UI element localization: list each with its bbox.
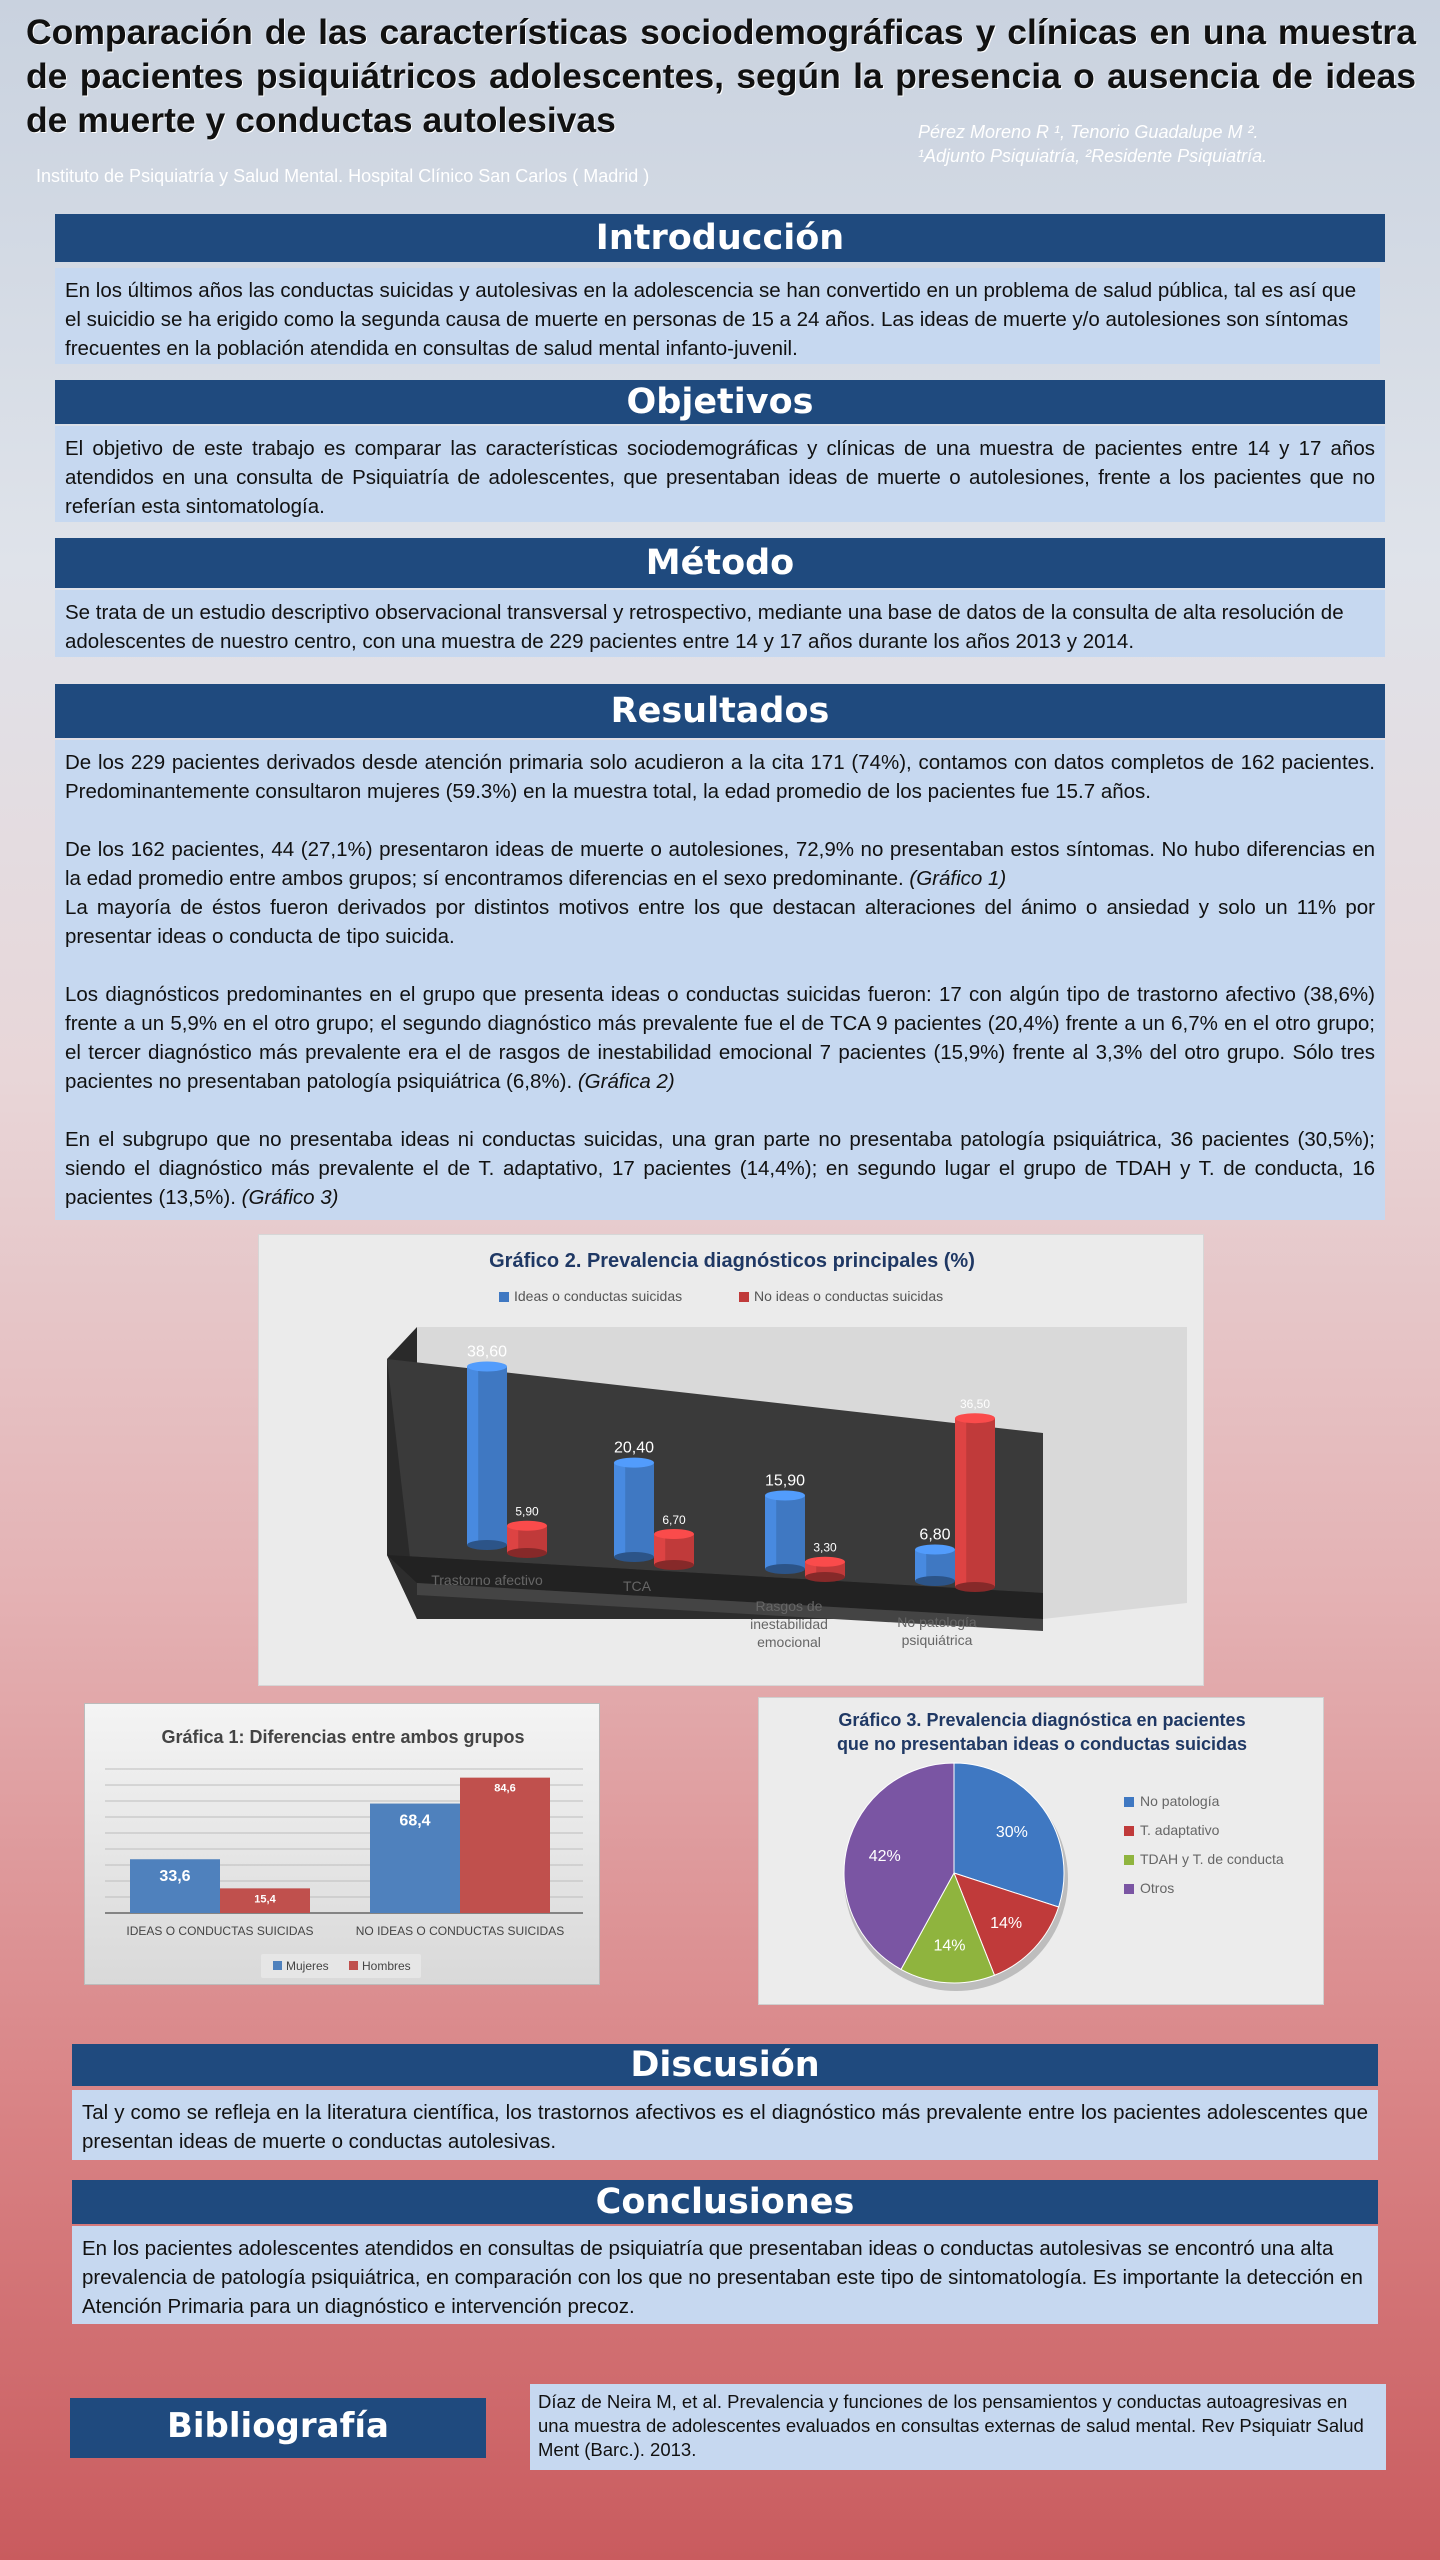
section-text-metodo: Se trata de un estudio descriptivo observacional transversal y retrospectivo, mediante una base de datos de la consulta de alta resolución de adolescentes de nuestro centro, con una muestra de 229 pacientes entre 14 y 17 años durante los años 2013 y 2014. [55, 590, 1385, 657]
legend-swatch-3 [1124, 1855, 1134, 1865]
institute: Instituto de Psiquiatría y Salud Mental. Hospital Clínico San Carlos ( Madrid ) [36, 166, 650, 186]
data-label-hombres-1: 15,4 [254, 1893, 276, 1906]
pie-label-4: 42% [868, 1848, 901, 1866]
legend-label-4: Otros [1140, 1880, 1175, 1896]
section-heading-conclusiones: Conclusiones [72, 2180, 1378, 2224]
category-label-2-line-1: TCA [623, 1578, 651, 1594]
grafica-1-title: Gráfica 1: Diferencias entre ambos grupos [161, 1727, 525, 1747]
grafico-3-title-line-2: que no presentaban ideas o conductas suicidas [836, 1734, 1248, 1754]
data-label-suicidas-1: 38,60 [466, 1343, 508, 1361]
resultados-paragraph-4-text: En el subgrupo que no presentaba ideas ni conductas suicidas, una gran parte no presentaba patología psiquiátrica, 36 pacientes (30,5%); siendo el diagnóstico más prevalente el de T. adaptativo, 17 pacientes (14,4%); en segundo lugar el grupo de TDAH y T. de conducta, 16 pacientes (13,5%). [65, 1128, 1375, 1209]
resultados-paragraph-4 [65, 1125, 1375, 1212]
authors [918, 120, 1267, 168]
bar-suicidas-3-top [765, 1490, 805, 1500]
section-resultados-body [55, 740, 1385, 1220]
data-label-mujeres-2: 68,4 [399, 1812, 431, 1830]
data-label-no-suicidas-1: 5,90 [515, 1504, 539, 1519]
section-heading-objetivos: Objetivos [55, 380, 1385, 424]
data-label-mujeres-1: 33,6 [159, 1868, 191, 1886]
bar-no-suicidas-1-top [507, 1521, 547, 1531]
section-text-discusion: Tal y como se refleja en la literatura científica, los trastornos afectivos es el diagnóstico más prevalente entre los pacientes adolescentes que presentan ideas de muerte o conductas autolesivas. [72, 2090, 1378, 2160]
bar-no-suicidas-3-base [805, 1572, 845, 1582]
resultados-paragraph-2a-text: De los 162 pacientes, 44 (27,1%) presentaron ideas de muerte o autolesiones, 72,9% no presentaban estos síntomas. No hubo diferencias en la edad promedio entre ambos grupos; sí encontramos diferencias en el sexo predominante. [65, 838, 1375, 890]
data-label-no-suicidas-4: 36,50 [959, 1397, 991, 1412]
legend-label-1: No patología [1140, 1793, 1220, 1809]
data-label-suicidas-2: 20,40 [613, 1439, 655, 1457]
ref-grafico-1: (Gráfico 1) [909, 867, 1007, 890]
bar-suicidas-1-base [467, 1540, 507, 1550]
category-label-1: IDEAS O CONDUCTAS SUICIDAS [126, 1924, 314, 1938]
legend-swatch-1 [273, 1961, 282, 1970]
section-heading-resultados: Resultados [55, 684, 1385, 738]
section-heading-introduccion: Introducción [55, 214, 1385, 262]
bar-suicidas-3-highlight [765, 1495, 776, 1569]
section-text-introduccion: En los últimos años las conductas suicidas y autolesivas en la adolescencia se han convertido en un problema de salud pública, tal es así que el suicidio se ha erigido como la segunda causa de muerte en personas de 15 a 24 años. Las ideas de muerte y/o autolesiones son síntomas frecuentes en la población atendida en consultas de salud mental infanto-juvenil. [55, 268, 1380, 364]
data-label-no-suicidas-2: 6,70 [662, 1513, 686, 1528]
grafico-2-svg [259, 1235, 1205, 1687]
category-label-4-line-1: No patología [897, 1614, 977, 1630]
section-heading-bibliografia: Bibliografía [70, 2398, 486, 2458]
bar-suicidas-1-highlight [467, 1366, 478, 1545]
legend-swatch-2 [739, 1292, 749, 1302]
legend-swatch-2 [349, 1961, 358, 1970]
poster-title: Comparación de las características sociodemográficas y clínicas en una muestra de pacientes psiquiátricos adolescentes, según la presencia o ausencia de ideas de muerte y conductas autolesivas [26, 12, 1416, 140]
authors-line-2: ¹Adjunto Psiquiatría, ²Residente Psiquiatría. [918, 146, 1268, 166]
chart-grafica-1 [84, 1703, 600, 1985]
data-label-suicidas-3: 15,90 [764, 1472, 806, 1490]
legend-swatch-2 [1124, 1826, 1134, 1836]
grafico-3-title-line-1: Gráfico 3. Prevalencia diagnóstica en pacientes [838, 1710, 1246, 1730]
bar-no-suicidas-2-highlight [654, 1534, 665, 1565]
resultados-paragraph-3 [65, 980, 1375, 1096]
ref-grafico-3: (Gráfico 3) [241, 1186, 339, 1209]
data-label-no-suicidas-3: 3,30 [813, 1540, 837, 1555]
grafico-3-svg [759, 1698, 1325, 2006]
resultados-paragraph-2a [65, 835, 1375, 893]
chart-grafico-2 [258, 1234, 1204, 1686]
bar-no-suicidas-2-base [654, 1560, 694, 1570]
bar-suicidas-4-base [915, 1576, 955, 1586]
bar-no-suicidas-4-base [955, 1582, 995, 1592]
bar-suicidas-4-highlight [915, 1550, 926, 1581]
pie-label-2: 14% [990, 1914, 1023, 1932]
category-label-3-line-3: emocional [757, 1634, 821, 1650]
data-label-hombres-2: 84,6 [494, 1782, 516, 1795]
bar-suicidas-2-base [614, 1552, 654, 1562]
chart-grafico-3 [758, 1697, 1324, 2005]
section-heading-discusion: Discusión [72, 2044, 1378, 2086]
legend-label-2: No ideas o conductas suicidas [754, 1288, 944, 1304]
authors-line-1: Pérez Moreno R ¹, Tenorio Guadalupe M ². [918, 122, 1259, 142]
category-label-4-line-2: psiquiátrica [901, 1632, 973, 1648]
bar-suicidas-2-top [614, 1458, 654, 1468]
legend-label-3: TDAH y T. de conducta [1140, 1851, 1284, 1867]
legend-swatch-1 [1124, 1797, 1134, 1807]
section-heading-metodo: Método [55, 538, 1385, 588]
bar-suicidas-2-highlight [614, 1463, 625, 1557]
legend-label-1: Ideas o conductas suicidas [514, 1288, 683, 1304]
section-text-conclusiones: En los pacientes adolescentes atendidos en consultas de psiquiatría que presentaban ideas o conductas autolesivas se encontró una alta prevalencia de patología psiquiátrica, en comparación con los que no presentaban este tipo de sintomatología. Es importante la detección en Atención Primaria para un diagnóstico e intervención precoz. [72, 2226, 1378, 2324]
legend-label-2: Hombres [362, 1959, 411, 1973]
resultados-paragraph-2b: La mayoría de éstos fueron derivados por distintos motivos entre los que destacan alteraciones del ánimo o ansiedad y solo un 11% por presentar ideas o conducta de tipo suicida. [65, 896, 1375, 948]
data-label-suicidas-4: 6,80 [919, 1526, 951, 1544]
grafica-1-svg [85, 1704, 601, 1986]
bar-no-suicidas-1-base [507, 1548, 547, 1558]
grafico-2-title: Gráfico 2. Prevalencia diagnósticos principales (%) [489, 1250, 975, 1272]
bar-suicidas-1-top [467, 1361, 507, 1371]
section-text-bibliografia: Díaz de Neira M, et al. Prevalencia y funciones de los pensamientos y conductas autoagresivas en una muestra de adolescentes evaluados en consultas externas de salud mental. Rev Psiquiatr Salud Ment (Barc.). 2013. [530, 2384, 1386, 2470]
pie-label-3: 14% [933, 1937, 966, 1955]
category-label-3-line-1: Rasgos de [755, 1598, 823, 1614]
resultados-paragraph-1: De los 229 pacientes derivados desde atención primaria solo acudieron a la cita 171 (74%), contamos con datos completos de 162 pacientes. Predominantemente consultaron mujeres (59.3%) en la muestra total, la edad promedio de los pacientes fue 15.7 años. [65, 751, 1375, 803]
bar-suicidas-3-base [765, 1564, 805, 1574]
bar-no-suicidas-2-top [654, 1529, 694, 1539]
section-text-objetivos: El objetivo de este trabajo es comparar las características sociodemográficas y clínicas de una muestra de pacientes entre 14 y 17 años atendidos en una consulta de Psiquiatría de adolescentes, que presentaban ideas de muerte o autolesiones, frente a los pacientes que no referían esta sintomatología. [55, 426, 1385, 522]
legend-label-2: T. adaptativo [1140, 1822, 1220, 1838]
resultados-paragraph-3-text: Los diagnósticos predominantes en el grupo que presenta ideas o conductas suicidas fueron: 17 con algún tipo de trastorno afectivo (38,6%) frente a un 5,9% en el otro grupo; el segundo diagnóstico más prevalente fue el de TCA 9 pacientes (20,4%) frente a un 6,7% en el otro grupo; el tercer diagnóstico más prevalente era el de rasgos de inestabilidad emocional 7 pacientes (15,9%) frente al 3,3% del otro grupo. Sólo tres pacientes no presentaban patología psiquiátrica (6,8%). [65, 983, 1375, 1093]
legend-label-1: Mujeres [286, 1959, 329, 1973]
legend-swatch-1 [499, 1292, 509, 1302]
category-label-2: NO IDEAS O CONDUCTAS SUICIDAS [355, 1924, 565, 1938]
bar-no-suicidas-4-top [955, 1413, 995, 1423]
bar-suicidas-4-top [915, 1545, 955, 1555]
bar-no-suicidas-4-highlight [955, 1418, 966, 1587]
category-label-1-line-1: Trastorno afectivo [431, 1572, 543, 1588]
legend-swatch-4 [1124, 1884, 1134, 1894]
category-label-3-line-2: inestabilidad [750, 1616, 828, 1632]
bar-no-suicidas-3-top [805, 1557, 845, 1567]
pie-label-1: 30% [995, 1823, 1028, 1841]
bar-hombres-2 [460, 1778, 550, 1913]
ref-grafica-2: (Gráfica 2) [577, 1070, 675, 1093]
